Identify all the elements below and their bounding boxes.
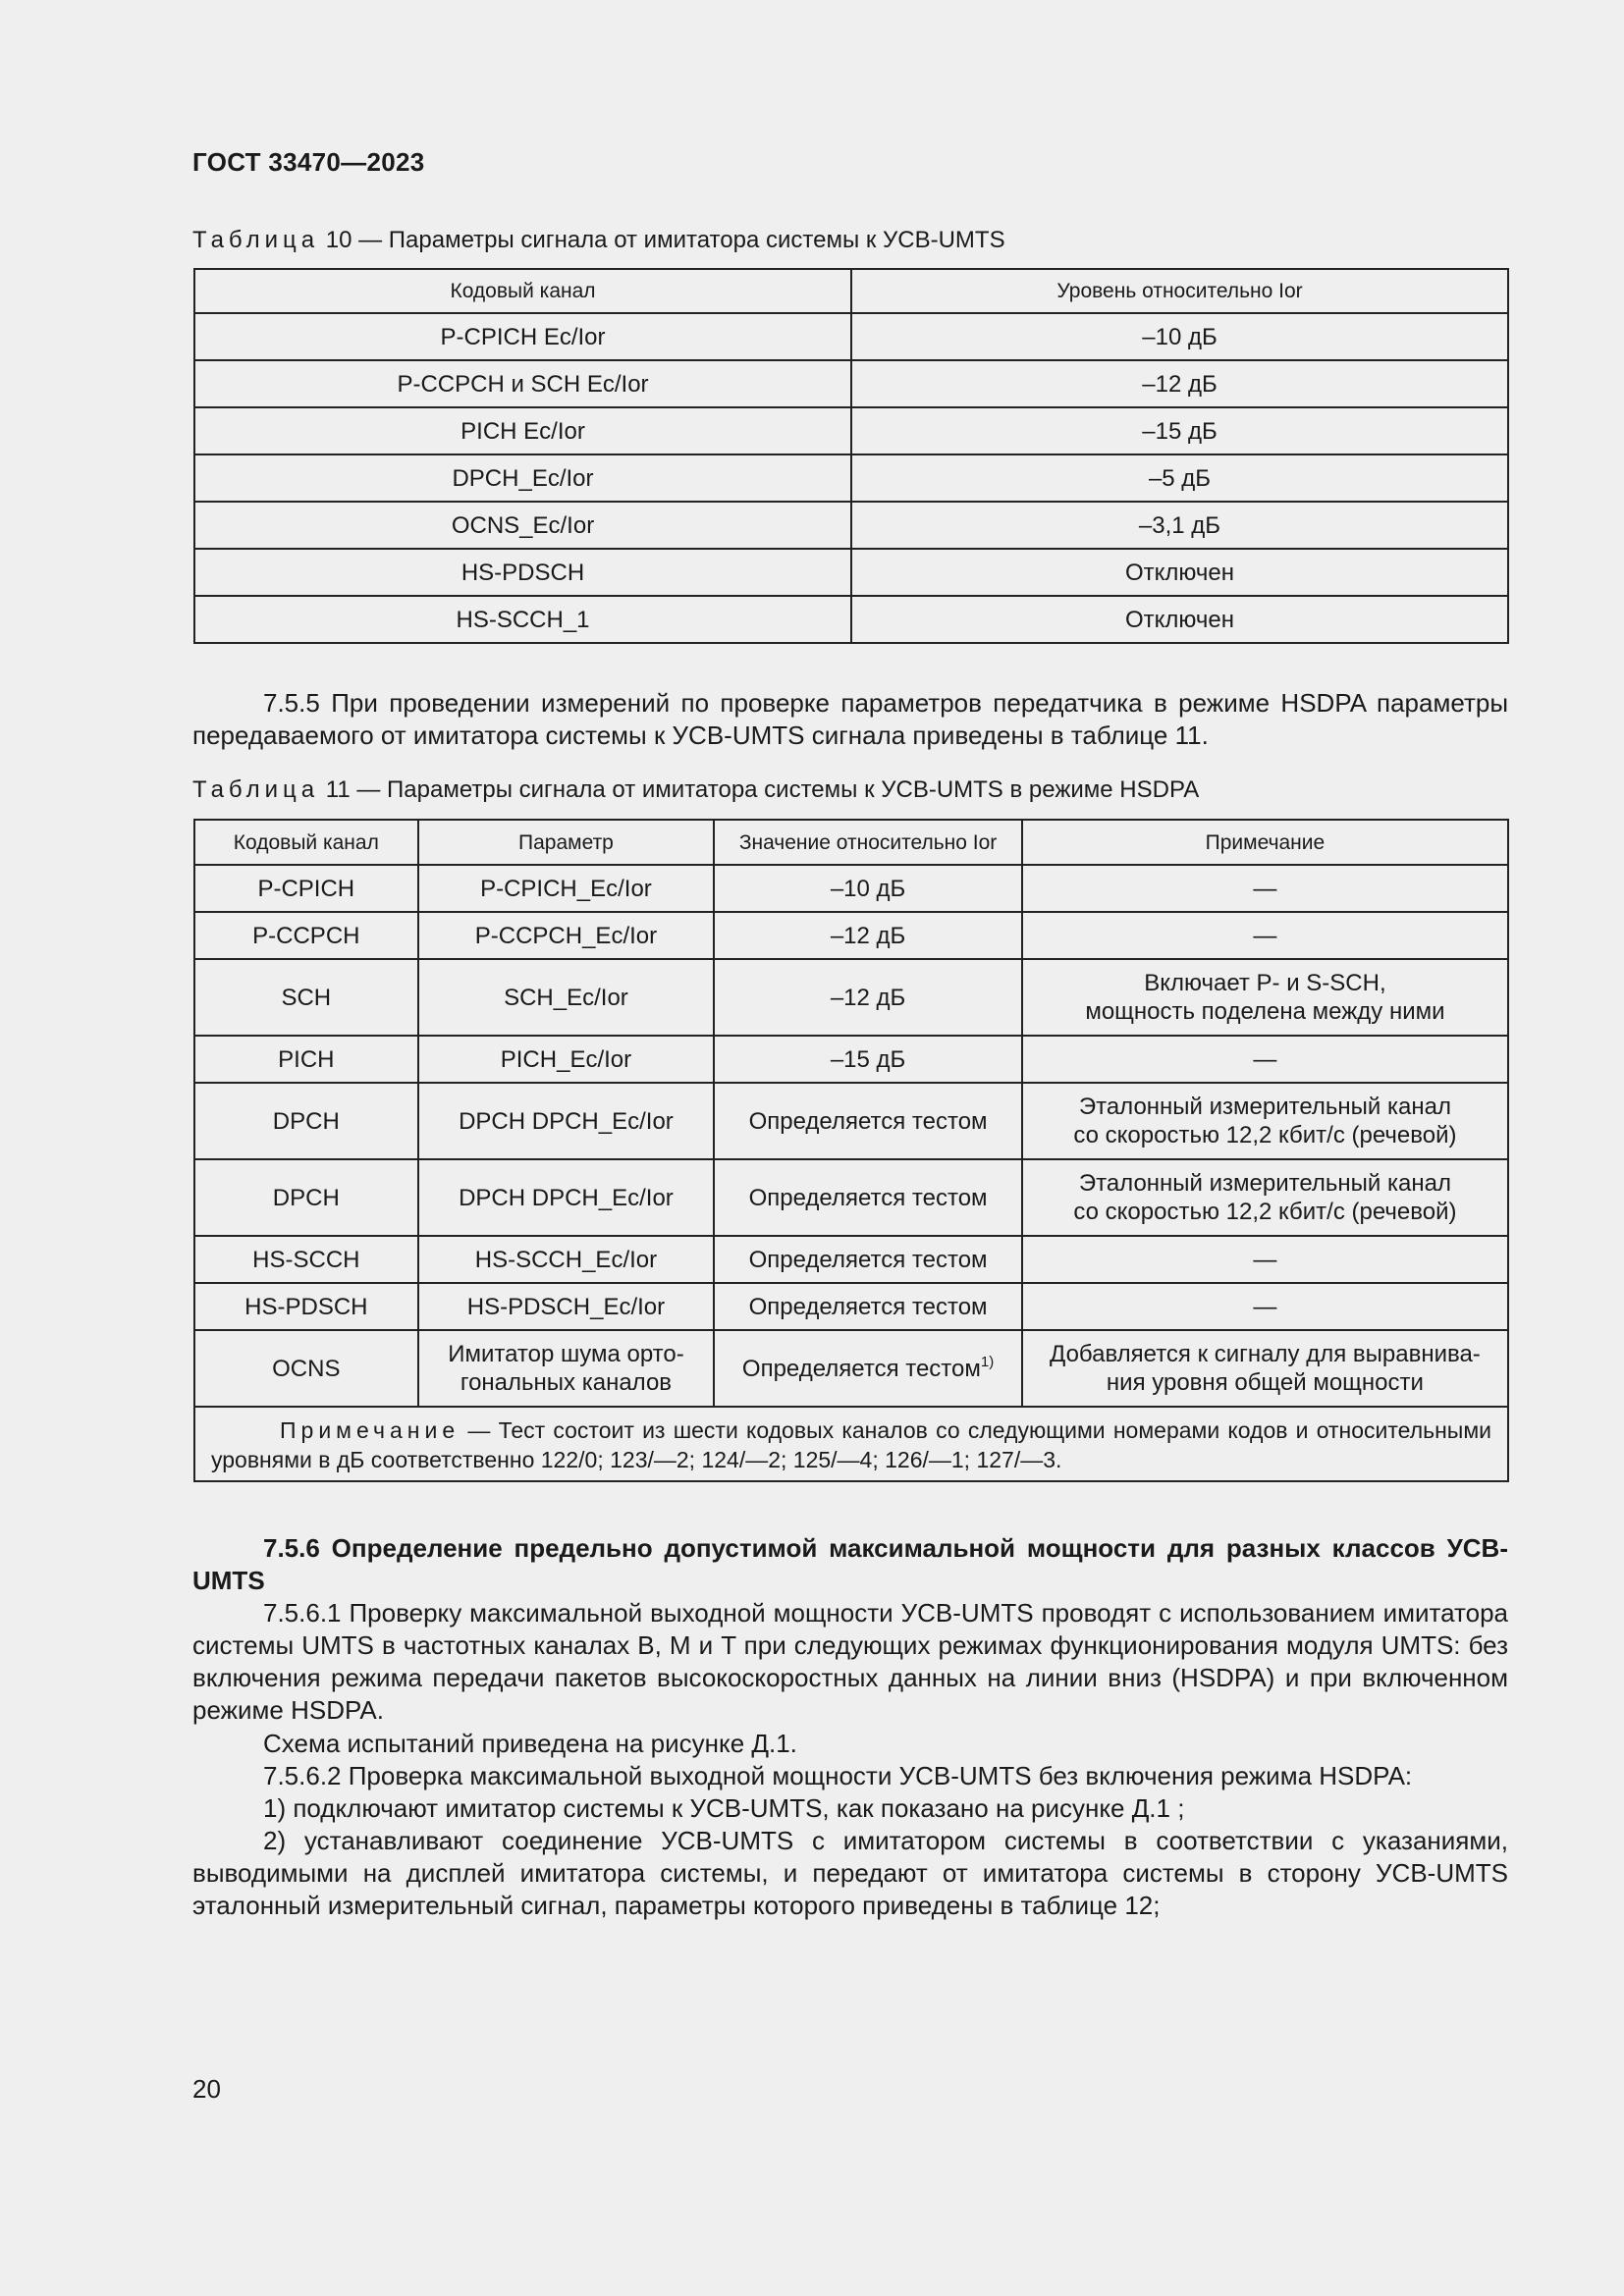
column-header: Примечание <box>1022 820 1508 865</box>
table-cell: — <box>1022 1236 1508 1283</box>
table-row <box>194 1236 1508 1283</box>
table-cell: Определяется тестом <box>714 1159 1022 1236</box>
table-cell: HS-SCCH_1 <box>194 596 851 643</box>
table-cell: P-CPICH <box>194 865 418 912</box>
table-cell: DPCH_Ec/Ior <box>194 454 851 502</box>
table-cell: –5 дБ <box>851 454 1508 502</box>
table-cell <box>714 1330 1022 1407</box>
table-cell: –15 дБ <box>851 407 1508 454</box>
paragraph-scheme: Схема испытаний приведена на рисунке Д.1. <box>263 1729 797 1758</box>
table-row <box>194 596 1508 643</box>
table-11 <box>193 819 1509 1482</box>
table-cell <box>418 1330 715 1407</box>
table-cell: –12 дБ <box>714 912 1022 959</box>
cell-line: Имитатор шума орто- <box>448 1341 684 1367</box>
note-text: — Тест состоит из шести кодовых каналов со следующими номерами кодов и относительными уровнями в дБ соответственно 122/0; 123/—2; 124/—2; 125/—4; 126/—1; 127/—3. <box>211 1417 1491 1472</box>
table-cell: Отключен <box>851 549 1508 596</box>
table-cell: — <box>1022 912 1508 959</box>
table-row <box>194 865 1508 912</box>
table-10 <box>193 268 1509 644</box>
document-header: ГОСТ 33470—2023 <box>192 147 425 177</box>
table-11-caption-text: 11 — Параметры сигнала от имитатора системы к УСВ-UMTS в режиме HSDPA <box>319 776 1200 803</box>
cell-line: со скоростью 12,2 кбит/с (речевой) <box>1073 1122 1457 1148</box>
paragraph-7-5-6-2: 7.5.6.2 Проверка максимальной выходной мощности УСВ-UMTS без включения режима HSDPA: <box>263 1761 1413 1790</box>
column-header: Уровень относительно Ior <box>851 269 1508 313</box>
table-row <box>194 1036 1508 1083</box>
table-cell: SCH <box>194 959 418 1036</box>
cell-line: Включает P- и S-SCH, <box>1144 970 1386 996</box>
table-cell: P-CPICH Ec/Ior <box>194 313 851 360</box>
column-header: Кодовый канал <box>194 820 418 865</box>
table-row <box>194 959 1508 1036</box>
table-10-caption-text: 10 — Параметры сигнала от имитатора системы к УСВ-UMTS <box>319 227 1005 253</box>
table-row <box>194 502 1508 549</box>
table-cell: Определяется тестом <box>714 1283 1022 1330</box>
table-row <box>194 912 1508 959</box>
table-header-row <box>194 269 1508 313</box>
table-cell: PICH_Ec/Ior <box>418 1036 715 1083</box>
table-cell <box>1022 959 1508 1036</box>
table-cell: P-CCPCH и SCH Ec/Ior <box>194 360 851 407</box>
table-cell: DPCH <box>194 1159 418 1236</box>
cell-text: Определяется тестом <box>741 1355 981 1382</box>
table-row <box>194 1283 1508 1330</box>
table-cell: –15 дБ <box>714 1036 1022 1083</box>
table-cell: — <box>1022 1036 1508 1083</box>
table-11-caption <box>192 776 1199 804</box>
table-cell: Определяется тестом <box>714 1083 1022 1159</box>
table-cell: HS-PDSCH <box>194 549 851 596</box>
table-cell: OCNS <box>194 1330 418 1407</box>
table-cell: –10 дБ <box>714 865 1022 912</box>
section-7-5-6-title: 7.5.6 Определение предельно допустимой максимальной мощности для разных классов УСВ-UMTS <box>192 1533 1508 1595</box>
table-cell: –10 дБ <box>851 313 1508 360</box>
table-cell: SCH_Ec/Ior <box>418 959 715 1036</box>
table-row <box>194 549 1508 596</box>
table-cell: HS-SCCH <box>194 1236 418 1283</box>
table-cell: P-CCPCH <box>194 912 418 959</box>
table-cell: Определяется тестом <box>714 1236 1022 1283</box>
column-header: Параметр <box>418 820 715 865</box>
table-10-caption-prefix: Таблица <box>192 227 320 253</box>
step-1: 1) подключают имитатор системы к УСВ-UMTS, как показано на рисунке Д.1 ; <box>263 1793 1185 1823</box>
table-cell: — <box>1022 865 1508 912</box>
paragraph-7-5-5: 7.5.5 При проведении измерений по проверке параметров передатчика в режиме HSDPA параметры передаваемого от имитатора системы к УСВ-UMTS сигнала приведены в таблице 11. <box>192 688 1508 750</box>
table-cell: DPCH DPCH_Ec/Ior <box>418 1159 715 1236</box>
table-row <box>194 360 1508 407</box>
table-cell: DPCH <box>194 1083 418 1159</box>
table-cell: –3,1 дБ <box>851 502 1508 549</box>
table-cell: –12 дБ <box>851 360 1508 407</box>
table-cell <box>1022 1330 1508 1407</box>
table-cell: HS-SCCH_Ec/Ior <box>418 1236 715 1283</box>
table-cell: PICH <box>194 1036 418 1083</box>
footnote-marker: 1) <box>980 1353 995 1370</box>
table-11-caption-prefix: Таблица <box>192 776 320 803</box>
table-cell: P-CCPCH_Ec/Ior <box>418 912 715 959</box>
table-note-row <box>194 1407 1508 1481</box>
table-cell: HS-PDSCH <box>194 1283 418 1330</box>
column-header: Кодовый канал <box>194 269 851 313</box>
note-prefix: Примечание <box>280 1417 460 1443</box>
cell-line: Эталонный измерительный канал <box>1078 1094 1451 1120</box>
table-cell: –12 дБ <box>714 959 1022 1036</box>
page-number: 20 <box>192 2074 221 2104</box>
table-cell: Отключен <box>851 596 1508 643</box>
table-cell <box>1022 1159 1508 1236</box>
table-row <box>194 1083 1508 1159</box>
cell-line: Эталонный измерительный канал <box>1078 1170 1451 1197</box>
cell-line: мощность поделена между ними <box>1085 998 1445 1025</box>
table-row <box>194 407 1508 454</box>
table-cell: DPCH DPCH_Ec/Ior <box>418 1083 715 1159</box>
table-cell: — <box>1022 1283 1508 1330</box>
table-header-row <box>194 820 1508 865</box>
step-2: 2) устанавливают соединение УСВ-UMTS с имитатором системы в соответствии с указаниями, выводимыми на дисплей имитатора системы, и передают от имитатора системы в сторону УСВ-UMTS эталонный измерительный сигнал, параметры которого приведены в таблице 12; <box>192 1826 1508 1920</box>
table-cell <box>1022 1083 1508 1159</box>
column-header: Значение относительно Ior <box>714 820 1022 865</box>
table-note <box>194 1407 1508 1481</box>
table-cell: HS-PDSCH_Ec/Ior <box>418 1283 715 1330</box>
cell-line: со скоростью 12,2 кбит/с (речевой) <box>1073 1199 1457 1225</box>
paragraph-7-5-6-1: 7.5.6.1 Проверку максимальной выходной мощности УСВ-UMTS проводят с использованием имитатора системы UMTS в частотных каналах B, M и T при следующих режимах функционирования модуля UMTS: без включения режима передачи пакетов высокоскоростных данных на линии вниз (HSDPA) и при включенном режиме HSDPA. <box>192 1598 1508 1725</box>
cell-line: ния уровня общей мощности <box>1106 1369 1424 1396</box>
cell-line: гональных каналов <box>460 1369 673 1396</box>
table-10-caption <box>192 227 1005 254</box>
table-row <box>194 454 1508 502</box>
table-cell: OCNS_Ec/Ior <box>194 502 851 549</box>
table-row <box>194 1159 1508 1236</box>
table-row-ocns <box>194 1330 1508 1407</box>
table-cell: P-CPICH_Ec/Ior <box>418 865 715 912</box>
cell-line: Добавляется к сигналу для выравнива- <box>1050 1341 1481 1367</box>
table-row <box>194 313 1508 360</box>
table-cell: PICH Ec/Ior <box>194 407 851 454</box>
